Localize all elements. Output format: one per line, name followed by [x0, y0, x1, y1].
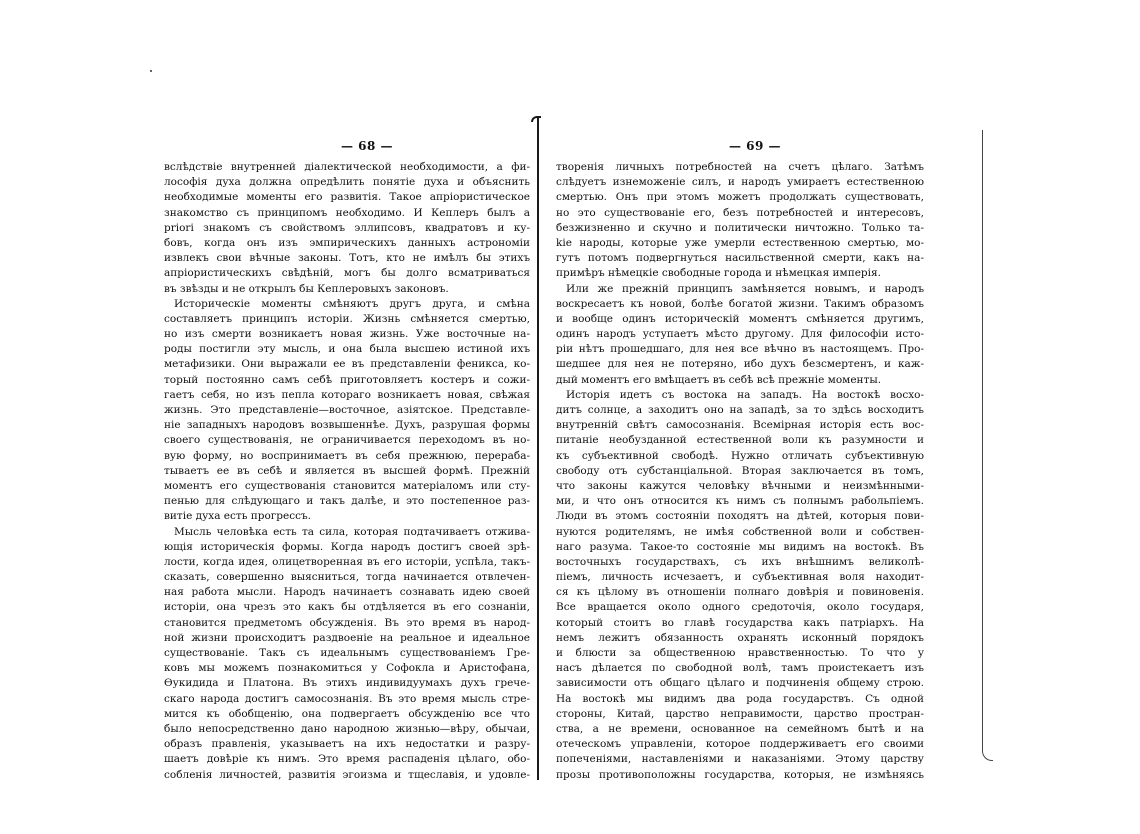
text-line: kie народы, которые уже умерли естественною смертью, мо-	[556, 236, 924, 249]
text-line: восточныхъ государствахъ, съ ихъ внѣшнимъ великолѣ-	[556, 555, 924, 568]
text-line: мится къ обобщенію, она подвергаетъ обсужденію все что	[164, 707, 530, 720]
text-line: вую форму, но воспринимаетъ въ себя прежнюю, перераба-	[164, 449, 530, 462]
text-line: бовъ, когда онъ изъ эмпирическихъ данныхъ астрономіи	[164, 236, 530, 249]
text-line: піемъ, личность исчезаетъ, и субъективная воля находит-	[556, 571, 924, 584]
text-line: одинъ народъ уступаетъ мѣсто другому. Для философіи исто-	[556, 328, 924, 341]
left-page-text	[164, 160, 530, 783]
text-line: витіе духа есть прогрессъ.	[164, 510, 312, 523]
text-line: воскресаетъ къ новой, болѣе богатой жизни. Такимъ образомъ	[556, 297, 924, 310]
text-line: внутренній свѣтъ самосознанія. Всемірная исторія есть вос-	[556, 419, 924, 432]
text-line: ства, а не времени, основанное на семейномъ бытѣ и на	[556, 722, 924, 735]
text-line: тываетъ ее въ себѣ и является въ высшей формѣ. Прежній	[164, 464, 530, 477]
text-line: вслѣдствіе внутренней діалектической необходимости, а фи-	[164, 161, 530, 173]
text-line: образъ правленія, указываетъ на ихъ недостатки и разру-	[164, 738, 530, 751]
page-edge	[982, 130, 983, 750]
book-gutter-hook	[531, 116, 541, 122]
text-line: наго разума. Такое-то состояніе мы видимъ на востокѣ. Въ	[556, 540, 924, 553]
text-line: торый постоянно самъ себѣ приготовляетъ костеръ и сожи-	[164, 373, 530, 386]
text-line: и блюсти за общественною нравственностью. То что у	[556, 647, 924, 659]
text-line: исторіи, она чрезъ это какъ бы отдѣляется въ его сознаніи,	[164, 601, 530, 614]
text-line: творенія личныхъ потребностей на счетъ цѣлаго. Затѣмъ	[556, 161, 924, 173]
text-line: метафизики. Они выражали ее въ представленіи феникса, ко-	[164, 358, 530, 371]
text-line: необходимые моменты его развитія. Такое апріористическое	[164, 191, 530, 204]
text-line: извлекъ свои вѣчные законы. Тотъ, кто не имѣлъ бы этихъ	[164, 252, 530, 265]
text-line: скаго народа достигъ самосознанія. Въ это время мысль стре-	[164, 692, 530, 705]
text-line: апріористическихъ свѣдѣній, могъ бы долго всматриваться	[164, 267, 530, 280]
text-line: безжизненно и скучно и политически ничтожно. Только та-	[556, 221, 924, 234]
text-line: ся къ цѣлому въ отношеніи полнаго довѣрія и повиновенія.	[556, 586, 924, 599]
text-line: зависимости отъ общаго цѣлаго и подчиненія общему строю.	[556, 677, 924, 690]
text-line: и вообще одинъ историческій моментъ смѣняется другимъ,	[556, 312, 924, 325]
text-line: Люди въ этомъ состояніи походятъ на дѣтей, которыя пови-	[556, 510, 924, 523]
right-page	[556, 136, 924, 783]
text-line: роды постигли эту мысль, и она была высшею истиной ихъ	[164, 343, 530, 356]
page-number-right: — 69 —	[728, 139, 782, 153]
text-line: ющія историческія формы. Когда народъ достигъ своей зрѣ-	[164, 540, 530, 553]
text-line: свободу отъ субстанціальной. Вторая заключается въ томъ,	[556, 464, 924, 477]
text-line: собленія личностей, развитія эгоизма и тщеславія, и удовле-	[164, 768, 530, 781]
book-gutter	[537, 118, 539, 780]
text-line: ная работа мысли. Народъ начинаетъ сознавать идею своей	[164, 586, 530, 599]
text-line: немъ лежитъ обязанность охранять исконный порядокъ	[556, 631, 924, 644]
text-line: На востокѣ мы видимъ два рода государствъ. Съ одной	[556, 692, 924, 705]
text-line: дитъ солнце, а заходитъ оно на западѣ, за то здѣсь восходитъ	[556, 404, 924, 416]
text-line: шедшее для нея не потеряно, ибо духъ безсмертенъ, и каж-	[556, 358, 924, 371]
text-line: знакомство съ принципомъ необходимо. И Кеплеръ былъ a	[164, 206, 530, 219]
text-line: нуются родителямъ, не имѣя собственной воли и собствен-	[556, 525, 924, 538]
text-line: насъ дѣлается по свободной волѣ, тамъ проистекаетъ изъ	[556, 662, 924, 675]
text-line: попеченіями, наставленіями и наказаніями. Этому царству	[556, 753, 924, 766]
text-line: гаетъ себя, но изъ пепла котораго возникаетъ новая, свѣжая	[164, 388, 530, 401]
text-line: Или же прежній принципъ замѣняется новымъ, и народъ	[566, 282, 924, 295]
text-line: питаніе необузданной естественной воли къ разумности и	[556, 434, 924, 447]
text-line: отеческомъ управленіи, которое поддерживаетъ его своими	[556, 738, 924, 751]
text-line: Исторія идетъ съ востока на западъ. На востокѣ восхо-	[566, 388, 924, 401]
text-line: своего существованія, не ограничивается переходомъ въ но-	[164, 434, 530, 447]
text-line: стороны, Китай, царство неправимости, царство простран-	[556, 707, 924, 720]
text-line: но изъ смерти возникаетъ новая жизнь. Уже восточные на-	[164, 328, 530, 341]
paper-speck	[150, 70, 152, 72]
text-line: Все вращается около одного средоточія, около государя,	[556, 601, 924, 614]
text-line: дый моментъ его вмѣщаетъ въ себѣ всѣ прежніе моменты.	[556, 373, 882, 386]
text-line: къ субъективной свободѣ. Нужно отличать субъективную	[556, 449, 924, 462]
text-line: прозы противоположны государства, которыя, не измѣняясь	[556, 768, 924, 781]
text-line: было непосредственно дано народною жизнью—вѣру, обычаи,	[164, 722, 530, 735]
text-line: ріи нѣтъ прошедшаго, для нея все вѣчно въ настоящемъ. Про-	[556, 343, 924, 356]
text-line: сказать, совершенно выясниться, тогда начинается отвлечен-	[164, 571, 530, 584]
text-line: составляетъ принципъ исторіи. Жизнь смѣняется смертью,	[164, 312, 530, 325]
page-edge-curl	[982, 746, 993, 761]
text-line: пенью для слѣдующаго и такъ далѣе, и это постепенное раз-	[164, 495, 530, 508]
text-line: лости, когда идея, олицетворенная въ его исторіи, успѣла, такъ-	[164, 555, 530, 568]
text-line: шаетъ довѣріе къ нимъ. Это время распаденія цѣлаго, обо-	[164, 753, 530, 766]
text-line: существованіе. Такъ съ идеальнымъ существованіемъ Гре-	[164, 647, 530, 659]
text-line: смертью. Онъ при этомъ можетъ продолжать существовать,	[556, 191, 924, 204]
text-line: Ѳукидида и Платона. Въ этихъ индивидуумахъ духъ грече-	[164, 677, 530, 690]
text-line: priori знакомъ съ свойствомъ эллипсовъ, квадратовъ и ку-	[164, 221, 530, 234]
text-line: слѣдуетъ изнеможеніе силъ, и народъ умираетъ естественною	[556, 176, 924, 189]
left-page	[164, 136, 530, 783]
text-line: становится предметомъ обсужденія. Въ это время въ народ-	[164, 616, 530, 629]
text-line: гутъ потомъ подвергнуться насильственной смерти, какъ на-	[556, 252, 924, 265]
text-line: Мысль человѣка есть та сила, которая подтачиваетъ отжива-	[174, 525, 530, 538]
text-line: который стоитъ во главѣ государства какъ патріархъ. На	[556, 616, 924, 629]
text-line: что законы кажутся человѣку вѣчными и неизмѣнными-	[556, 479, 924, 492]
text-line: жизнь. Это представленіе—восточное, азіятское. Представле-	[164, 404, 530, 416]
text-line: въ звѣзды и не открылъ бы Кеплеровыхъ законовъ.	[164, 282, 449, 295]
text-line: лософія духа должна опредѣлить понятіе духа и объяснить	[164, 176, 530, 189]
right-page-text	[556, 160, 924, 783]
text-line: ми, и что онъ относится къ нимъ съ полнымъ рабольпіемъ.	[556, 495, 924, 508]
text-line: примѣръ нѣмецкіе свободные города и нѣмецкая имперія.	[556, 267, 881, 280]
text-line: Историческіе моменты смѣняютъ другъ друга, и смѣна	[174, 297, 530, 310]
text-line: но это существованіе его, безъ потребностей и интересовъ,	[556, 206, 924, 219]
text-line: ной жизни происходитъ раздвоеніе на реальное и идеальное	[164, 631, 530, 644]
text-line: ніе западныхъ народовъ возвышеннѣе. Духъ, разрушая формы	[164, 419, 530, 432]
page-number-left: — 68 —	[340, 139, 394, 153]
text-line: моментъ его существованія становится матеріаломъ или сту-	[164, 479, 530, 492]
text-line: ковъ мы можемъ познакомиться у Софокла и Аристофана,	[164, 662, 530, 675]
